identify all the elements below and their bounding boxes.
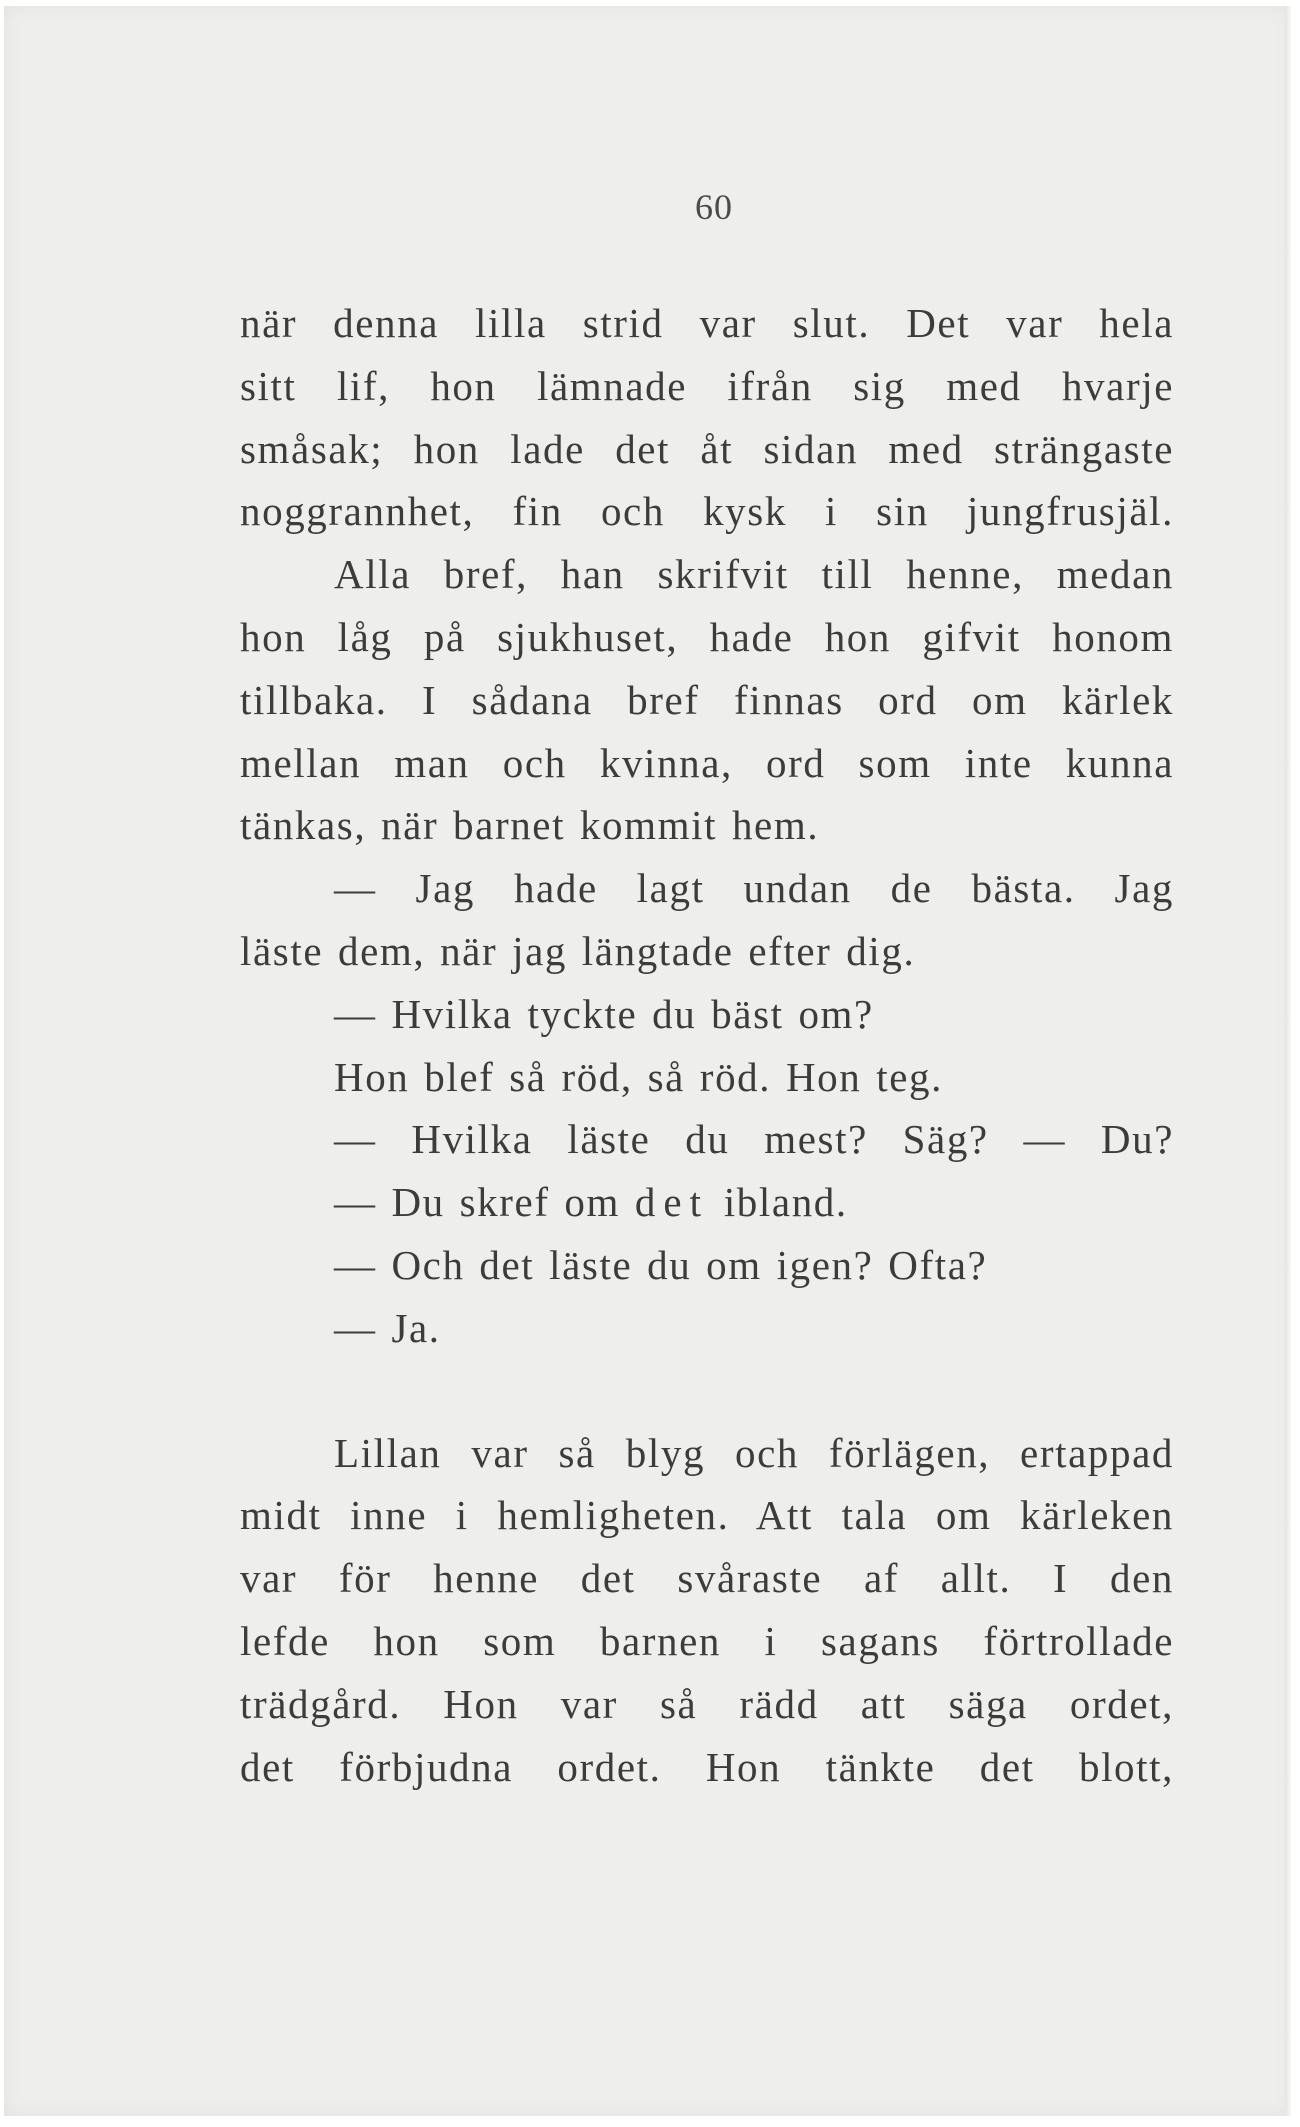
text-line: midt inne i hemligheten. Att tala om kärleken: [240, 1492, 1174, 1539]
text-line: Hon blef så röd, så röd. Hon teg.: [334, 1053, 943, 1100]
text-line: noggrannhet, fin och kysk i sin jungfrusjäl.: [240, 488, 1174, 535]
dialogue-line: [240, 1171, 1174, 1234]
text-line: mellan man och kvinna, ord som inte kunna: [240, 739, 1174, 786]
body-text: [240, 292, 1174, 1798]
dialogue-line: — Hvilka läste du mest? Säg? — Du?: [334, 1116, 1174, 1163]
text-line: det förbjudna ordet. Hon tänkte det blott,: [240, 1743, 1174, 1790]
page-edge: [1285, 6, 1291, 2116]
dialogue-line: — Ja.: [334, 1304, 441, 1351]
text-line: tänkas, när barnet kommit hem.: [240, 802, 820, 849]
text-line: småsak; hon lade det åt sidan med strängaste: [240, 425, 1174, 472]
paragraph-gap: [240, 1360, 1174, 1422]
dialogue-line: — Hvilka tyckte du bäst om?: [334, 990, 874, 1037]
text-line: trädgård. Hon var så rädd att säga ordet,: [240, 1680, 1174, 1727]
dialogue-text: — Du skref om: [334, 1179, 635, 1226]
text-line: läste dem, när jag längtade efter dig.: [240, 927, 916, 974]
dialogue-line: — Och det läste du om igen? Ofta?: [334, 1241, 988, 1288]
page-number: 60: [695, 187, 733, 227]
emphasized-word: det: [634, 1179, 709, 1226]
text-line: Lillan var så blyg och förlägen, ertappad: [334, 1429, 1174, 1476]
text-line: hon låg på sjukhuset, hade hon gifvit honom: [240, 613, 1174, 660]
text-line: Alla bref, han skrifvit till henne, medan: [334, 551, 1174, 598]
dialogue-line: — Jag hade lagt undan de bästa. Jag: [334, 865, 1174, 912]
text-line: när denna lilla strid var slut. Det var hela: [240, 300, 1174, 346]
book-page: [4, 6, 1291, 2116]
text-line: lefde hon som barnen i sagans förtrollade: [240, 1617, 1174, 1664]
dialogue-text: ibland.: [708, 1179, 848, 1226]
text-line: var för henne det svåraste af allt. I den: [240, 1555, 1174, 1602]
text-line: tillbaka. I sådana bref finnas ord om kärlek: [240, 676, 1174, 723]
text-line: sitt lif, hon lämnade ifrån sig med hvarje: [240, 362, 1174, 409]
